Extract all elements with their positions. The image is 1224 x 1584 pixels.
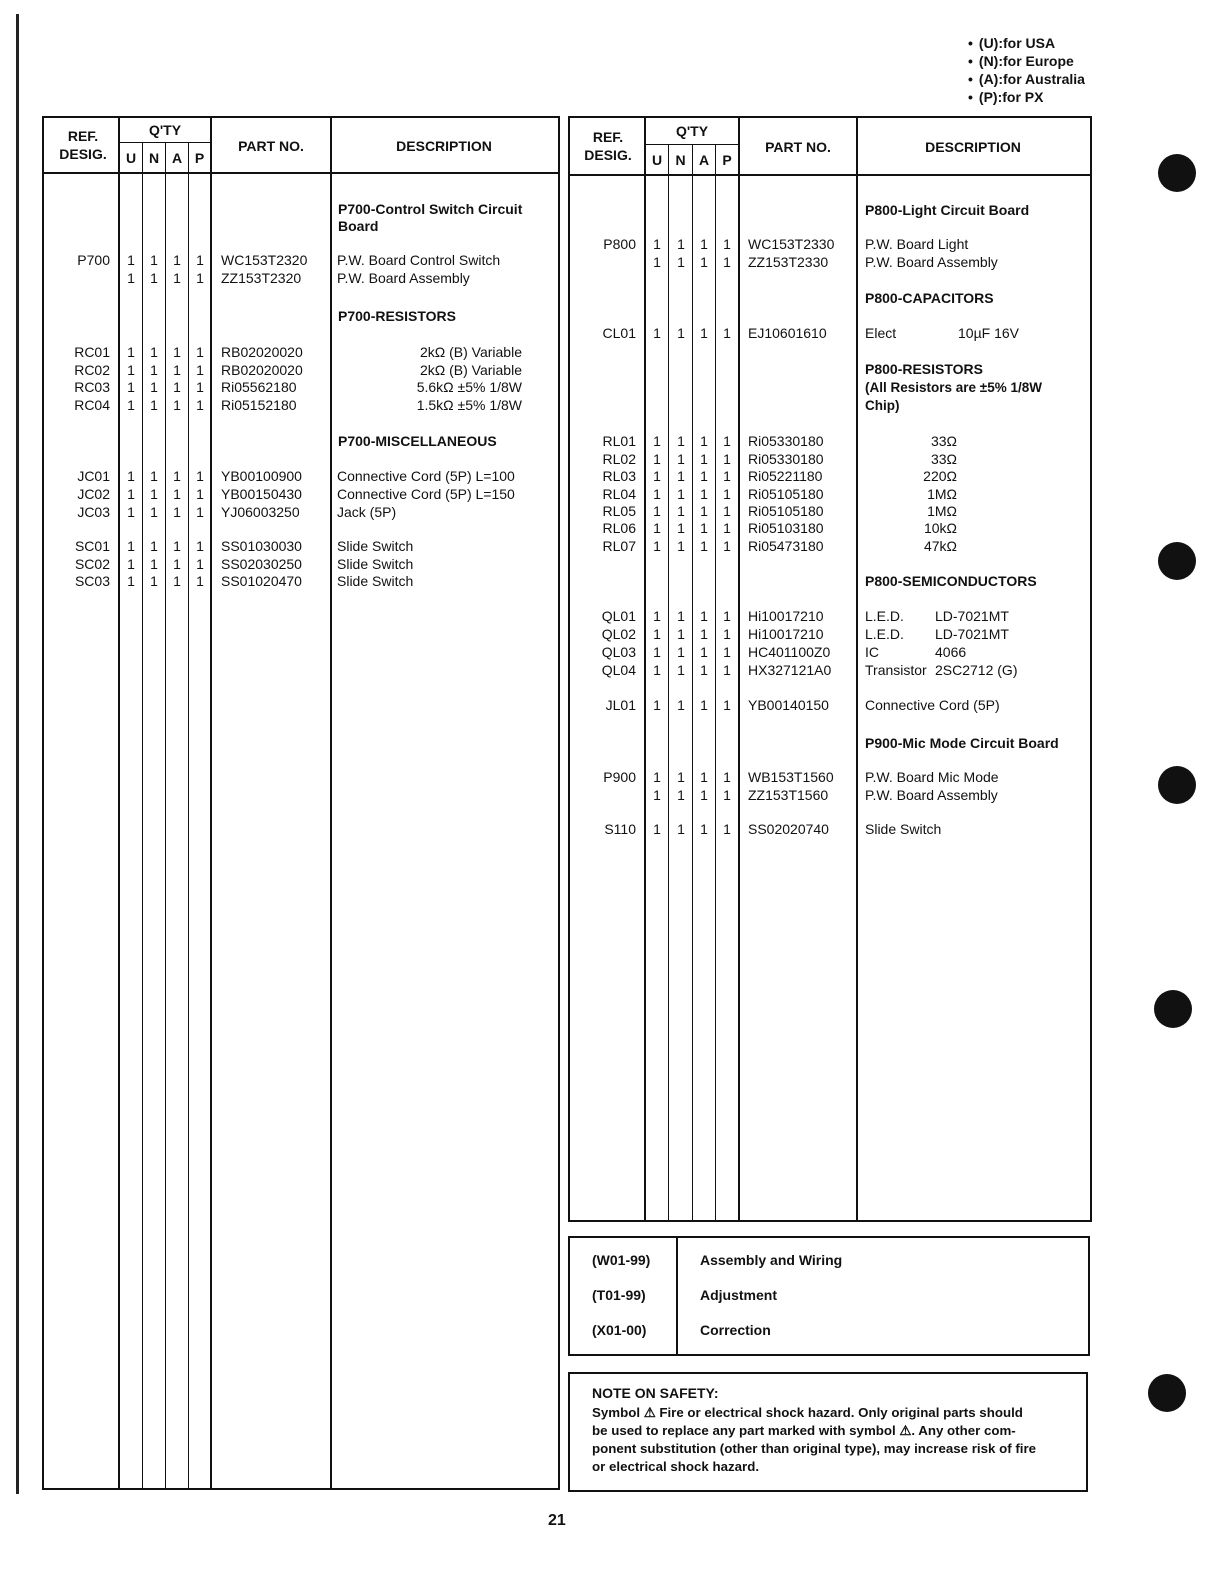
- qty-n: 1: [150, 556, 158, 572]
- qty-a: 1: [700, 608, 708, 624]
- qty-p: 1: [196, 468, 204, 484]
- table-row: [0, 502, 1224, 520]
- description: 5.6kΩ ±5% 1/8W: [416, 379, 522, 395]
- table-row: [0, 235, 1224, 253]
- qty-n: 1: [150, 573, 158, 589]
- ref-desig: RL07: [602, 538, 636, 554]
- part-number: WC153T2330: [748, 236, 835, 252]
- description: 2kΩ (B) Variable: [419, 344, 522, 360]
- qty-a: 1: [700, 538, 708, 554]
- qty-u: 1: [653, 520, 661, 536]
- qty-u: 1: [653, 468, 661, 484]
- right-header-p: P: [722, 152, 732, 168]
- qty-n: 1: [150, 379, 158, 395]
- qty-a: 1: [173, 504, 181, 520]
- description: P.W. Board Assembly: [865, 787, 998, 803]
- table-row: [0, 324, 1224, 342]
- part-number: ZZ153T2320: [221, 270, 302, 286]
- table-row: [0, 696, 1224, 714]
- ref-desig: P700: [77, 252, 110, 268]
- qty-u: 1: [127, 504, 135, 520]
- ref-desig: JC01: [77, 468, 110, 484]
- region-px: • (P):for PX: [968, 88, 1085, 106]
- value: 1MΩ: [927, 503, 957, 519]
- binder-hole: [1154, 990, 1192, 1028]
- safety-line-3: ponent substitution (other than original type), may increase risk of fire: [592, 1441, 1037, 1456]
- binder-hole: [1158, 154, 1196, 192]
- qty-a: 1: [700, 787, 708, 803]
- qty-p: 1: [723, 254, 731, 270]
- ref-desig: RL01: [602, 433, 636, 449]
- left-header-desig: DESIG.: [59, 146, 107, 162]
- ref-desig: QL01: [601, 608, 636, 624]
- qty-n: 1: [677, 433, 685, 449]
- qty-a: 1: [173, 379, 181, 395]
- right-header-description: DESCRIPTION: [925, 139, 1021, 155]
- binder-hole: [1158, 542, 1196, 580]
- ref-desig: JC02: [77, 486, 110, 502]
- left-header-p: P: [194, 150, 205, 166]
- qty-p: 1: [196, 362, 204, 378]
- qty-n: 1: [677, 662, 685, 678]
- qty-n: 1: [677, 821, 685, 837]
- qty-a: 1: [700, 468, 708, 484]
- qty-a: 1: [700, 236, 708, 252]
- qty-p: 1: [723, 433, 731, 449]
- ref-desig: QL03: [601, 644, 636, 660]
- qty-a: 1: [700, 520, 708, 536]
- qty-n: 1: [677, 503, 685, 519]
- part-number: Hi10017210: [748, 626, 824, 642]
- qty-a: 1: [173, 362, 181, 378]
- qty-p: 1: [723, 662, 731, 678]
- right-header-partno: PART NO.: [765, 139, 831, 155]
- part-number: Ri05473180: [748, 538, 824, 554]
- table-row: [0, 519, 1224, 537]
- qty-u: 1: [127, 252, 135, 268]
- qty-p: 1: [196, 344, 204, 360]
- safety-line-1: Symbol ⚠ Fire or electrical shock hazard. Only original parts should: [592, 1405, 1023, 1420]
- section-p700-misc: P700-MISCELLANEOUS: [338, 433, 497, 449]
- right-header-u: U: [651, 152, 663, 168]
- qty-p: 1: [723, 451, 731, 467]
- description: Slide Switch: [337, 538, 414, 554]
- description: P.W. Board Control Switch: [337, 252, 501, 268]
- index-label: Adjustment: [700, 1287, 777, 1303]
- qty-a: 1: [700, 486, 708, 502]
- qty-a: 1: [700, 697, 708, 713]
- qty-u: 1: [127, 344, 135, 360]
- part-number: HX327121A0: [748, 662, 832, 678]
- section-p800-resistors-note-cont: Chip): [865, 398, 900, 413]
- qty-a: 1: [700, 644, 708, 660]
- part-number: Ri05152180: [221, 397, 297, 413]
- qty-p: 1: [723, 468, 731, 484]
- binder-hole: [1158, 766, 1196, 804]
- region-legend: [968, 34, 1085, 106]
- qty-u: 1: [653, 626, 661, 642]
- part-number: Ri05103180: [748, 520, 824, 536]
- qty-p: 1: [196, 252, 204, 268]
- qty-p: 1: [723, 787, 731, 803]
- left-header-n: N: [148, 150, 160, 166]
- value: 2SC2712 (G): [935, 662, 1018, 678]
- qty-u: 1: [653, 697, 661, 713]
- qty-a: 1: [173, 538, 181, 554]
- qty-u: 1: [127, 379, 135, 395]
- part-number: ZZ153T2330: [748, 254, 829, 270]
- qty-p: 1: [723, 697, 731, 713]
- value: 220Ω: [923, 468, 957, 484]
- left-header-a: A: [171, 150, 183, 166]
- qty-p: 1: [723, 486, 731, 502]
- qty-a: 1: [700, 503, 708, 519]
- description: P.W. Board Assembly: [865, 254, 998, 270]
- qty-u: 1: [653, 821, 661, 837]
- ref-desig: SC02: [74, 556, 110, 572]
- qty-n: 1: [677, 608, 685, 624]
- qty-p: 1: [723, 644, 731, 660]
- qty-u: 1: [653, 325, 661, 341]
- part-number: Ri05221180: [748, 468, 823, 484]
- section-p900-title: P900-Mic Mode Circuit Board: [865, 735, 1059, 751]
- qty-a: 1: [700, 626, 708, 642]
- qty-p: 1: [196, 556, 204, 572]
- qty-n: 1: [150, 486, 158, 502]
- description: Connective Cord (5P) L=100: [337, 468, 515, 484]
- qty-u: 1: [653, 503, 661, 519]
- qty-u: 1: [653, 662, 661, 678]
- ref-desig: SC01: [74, 538, 110, 554]
- qty-u: 1: [127, 538, 135, 554]
- description: Slide Switch: [337, 573, 414, 589]
- part-number: RB02020020: [221, 362, 303, 378]
- index-row-t: [0, 1286, 1224, 1304]
- qty-u: 1: [127, 362, 135, 378]
- qty-a: 1: [173, 344, 181, 360]
- table-row: [0, 432, 1224, 450]
- qty-n: 1: [677, 644, 685, 660]
- qty-p: 1: [723, 520, 731, 536]
- table-row: [0, 768, 1224, 786]
- qty-n: 1: [677, 486, 685, 502]
- part-number: Ri05330180: [748, 451, 824, 467]
- qty-n: 1: [150, 538, 158, 554]
- ref-desig: RL04: [602, 486, 636, 502]
- part-number: SS01020470: [221, 573, 302, 589]
- qty-u: 1: [127, 573, 135, 589]
- qty-p: 1: [196, 379, 204, 395]
- qty-p: 1: [723, 821, 731, 837]
- qty-u: 1: [653, 254, 661, 270]
- section-p800-resistors-note: (All Resistors are ±5% 1/8W: [865, 380, 1042, 395]
- table-row: [0, 661, 1224, 679]
- ref-desig: RL06: [602, 520, 636, 536]
- qty-u: 1: [653, 538, 661, 554]
- part-number: YB00140150: [748, 697, 829, 713]
- table-row: [0, 786, 1224, 804]
- qty-n: 1: [677, 325, 685, 341]
- ref-desig: P800: [603, 236, 636, 252]
- page-number: 21: [548, 1512, 566, 1529]
- qty-n: 1: [150, 344, 158, 360]
- qty-a: 1: [700, 821, 708, 837]
- part-number: Hi10017210: [748, 608, 824, 624]
- value: 1MΩ: [927, 486, 957, 502]
- ref-desig: CL01: [602, 325, 636, 341]
- index-row-w: [0, 1251, 1224, 1269]
- value: 10kΩ: [923, 520, 957, 536]
- safety-title: NOTE ON SAFETY:: [592, 1385, 719, 1401]
- qty-p: 1: [723, 503, 731, 519]
- description: Elect: [865, 325, 897, 341]
- table-row: [0, 253, 1224, 271]
- safety-line-4: or electrical shock hazard.: [592, 1459, 760, 1474]
- safety-line-2: be used to replace any part marked with symbol ⚠. Any other com-: [592, 1423, 1016, 1438]
- qty-a: 1: [173, 397, 181, 413]
- qty-u: 1: [653, 433, 661, 449]
- part-number: Ri05330180: [748, 433, 824, 449]
- qty-n: 1: [150, 504, 158, 520]
- qty-a: 1: [700, 662, 708, 678]
- region-usa: • (U):for USA: [968, 34, 1085, 52]
- qty-p: 1: [196, 397, 204, 413]
- qty-u: 1: [653, 486, 661, 502]
- index-row-x: [0, 1321, 1224, 1339]
- part-number: SS02030250: [221, 556, 302, 572]
- qty-n: 1: [677, 626, 685, 642]
- right-header-n: N: [675, 152, 686, 168]
- qty-n: 1: [677, 451, 685, 467]
- index-label: Correction: [700, 1322, 771, 1338]
- qty-u: 1: [127, 556, 135, 572]
- part-number: HC401100Z0: [748, 644, 831, 660]
- qty-n: 1: [150, 468, 158, 484]
- qty-p: 1: [723, 538, 731, 554]
- qty-p: 1: [723, 608, 731, 624]
- qty-p: 1: [196, 573, 204, 589]
- index-code: (X01-00): [592, 1322, 647, 1338]
- part-number: WB153T1560: [748, 769, 834, 785]
- index-code: (W01-99): [592, 1252, 651, 1268]
- qty-n: 1: [677, 538, 685, 554]
- description: L.E.D.: [865, 626, 904, 642]
- qty-n: 1: [150, 362, 158, 378]
- qty-n: 1: [677, 769, 685, 785]
- table-row: [0, 485, 1224, 503]
- section-p800-semiconductors: P800-SEMICONDUCTORS: [865, 573, 1037, 589]
- qty-p: 1: [196, 538, 204, 554]
- qty-p: 1: [196, 486, 204, 502]
- qty-a: 1: [173, 573, 181, 589]
- qty-n: 1: [677, 787, 685, 803]
- value: 33Ω: [930, 433, 957, 449]
- qty-u: 1: [653, 608, 661, 624]
- qty-a: 1: [173, 252, 181, 268]
- part-number: Ri05562180: [221, 379, 297, 395]
- index-code: (T01-99): [592, 1287, 646, 1303]
- table-row: [0, 607, 1224, 625]
- left-header-description: DESCRIPTION: [396, 138, 492, 154]
- table-row: [0, 643, 1224, 661]
- qty-a: 1: [700, 769, 708, 785]
- description: Slide Switch: [337, 556, 414, 572]
- section-p800-title: P800-Light Circuit Board: [865, 202, 1030, 218]
- qty-u: 1: [653, 787, 661, 803]
- description: Connective Cord (5P) L=150: [337, 486, 515, 502]
- qty-n: 1: [150, 397, 158, 413]
- binder-hole: [1148, 1374, 1186, 1412]
- description: 1.5kΩ ±5% 1/8W: [416, 397, 522, 413]
- description: L.E.D.: [865, 608, 904, 624]
- qty-u: 1: [653, 451, 661, 467]
- qty-a: 1: [173, 270, 181, 286]
- qty-u: 1: [127, 397, 135, 413]
- description: Jack (5P): [337, 504, 397, 520]
- ref-desig: S110: [604, 821, 636, 837]
- right-header-qty: Q'TY: [675, 123, 709, 139]
- section-p700-resistors: P700-RESISTORS: [338, 308, 457, 324]
- part-number: Ri05105180: [748, 503, 824, 519]
- ref-desig: QL04: [601, 662, 636, 678]
- qty-a: 1: [700, 254, 708, 270]
- part-number: YB00100900: [221, 468, 302, 484]
- ref-desig: RL02: [602, 451, 636, 467]
- qty-u: 1: [127, 486, 135, 502]
- region-europe: • (N):for Europe: [968, 52, 1085, 70]
- qty-u: 1: [127, 270, 135, 286]
- region-australia: • (A):for Australia: [968, 70, 1085, 88]
- qty-a: 1: [173, 468, 181, 484]
- qty-a: 1: [173, 486, 181, 502]
- value: LD-7021MT: [935, 608, 1009, 624]
- ref-desig: JC03: [77, 504, 110, 520]
- left-header-u: U: [125, 150, 137, 166]
- part-number: YB00150430: [221, 486, 302, 502]
- qty-p: 1: [723, 325, 731, 341]
- qty-n: 1: [677, 468, 685, 484]
- description: 2kΩ (B) Variable: [419, 362, 522, 378]
- qty-a: 1: [700, 451, 708, 467]
- qty-p: 1: [723, 626, 731, 642]
- qty-a: 1: [700, 325, 708, 341]
- table-row: [0, 450, 1224, 468]
- qty-u: 1: [653, 769, 661, 785]
- ref-desig: RL05: [602, 503, 636, 519]
- value: 33Ω: [930, 451, 957, 467]
- qty-u: 1: [653, 236, 661, 252]
- table-row: [0, 625, 1224, 643]
- description: Connective Cord (5P): [865, 697, 1000, 713]
- left-header-qty: Q'TY: [148, 122, 182, 138]
- qty-p: 1: [196, 270, 204, 286]
- qty-a: 1: [173, 556, 181, 572]
- qty-u: 1: [653, 644, 661, 660]
- qty-p: 1: [723, 236, 731, 252]
- qty-n: 1: [677, 520, 685, 536]
- ref-desig: JL01: [605, 697, 636, 713]
- qty-p: 1: [196, 504, 204, 520]
- index-label: Assembly and Wiring: [700, 1252, 843, 1268]
- left-header-ref: REF.: [67, 128, 99, 144]
- left-header-partno: PART NO.: [238, 138, 304, 154]
- value: LD-7021MT: [935, 626, 1009, 642]
- table-row: [0, 537, 1224, 555]
- part-number: RB02020020: [221, 344, 303, 360]
- qty-a: 1: [700, 433, 708, 449]
- table-row: [0, 820, 1224, 838]
- qty-n: 1: [677, 697, 685, 713]
- part-number: WC153T2320: [221, 252, 308, 268]
- qty-n: 1: [677, 236, 685, 252]
- part-number: YJ06003250: [221, 504, 300, 520]
- qty-p: 1: [723, 769, 731, 785]
- value: 4066: [935, 644, 967, 660]
- description: Slide Switch: [865, 821, 942, 837]
- ref-desig: RC04: [74, 397, 110, 413]
- value: 47kΩ: [923, 538, 957, 554]
- ref-desig: RC03: [74, 379, 110, 395]
- description: P.W. Board Mic Mode: [865, 769, 999, 785]
- right-header-desig: DESIG.: [584, 147, 632, 163]
- description: IC: [865, 644, 879, 660]
- qty-n: 1: [150, 270, 158, 286]
- ref-desig: RC02: [74, 362, 110, 378]
- ref-desig: P900: [603, 769, 636, 785]
- value: 10µF 16V: [958, 325, 1019, 341]
- part-number: EJ10601610: [748, 325, 827, 341]
- qty-n: 1: [677, 254, 685, 270]
- right-header-a: A: [698, 152, 710, 168]
- section-p700-title: P700-Control Switch Circuit: [338, 201, 523, 217]
- ref-desig: RC01: [74, 344, 110, 360]
- description: P.W. Board Assembly: [337, 270, 470, 286]
- ref-desig: QL02: [601, 626, 636, 642]
- qty-n: 1: [150, 252, 158, 268]
- part-number: ZZ153T1560: [748, 787, 829, 803]
- ref-desig: RL03: [602, 468, 636, 484]
- table-row: [0, 467, 1224, 485]
- section-p800-capacitors: P800-CAPACITORS: [865, 290, 994, 306]
- description: P.W. Board Light: [865, 236, 969, 252]
- ref-desig: SC03: [74, 573, 110, 589]
- section-p800-resistors: P800-RESISTORS: [865, 361, 984, 377]
- part-number: Ri05105180: [748, 486, 824, 502]
- section-p700-title-cont: Board: [338, 218, 379, 234]
- part-number: SS01030030: [221, 538, 302, 554]
- part-number: SS02020740: [748, 821, 829, 837]
- qty-u: 1: [127, 468, 135, 484]
- right-header-ref: REF.: [592, 129, 624, 145]
- description: Transistor: [865, 662, 927, 678]
